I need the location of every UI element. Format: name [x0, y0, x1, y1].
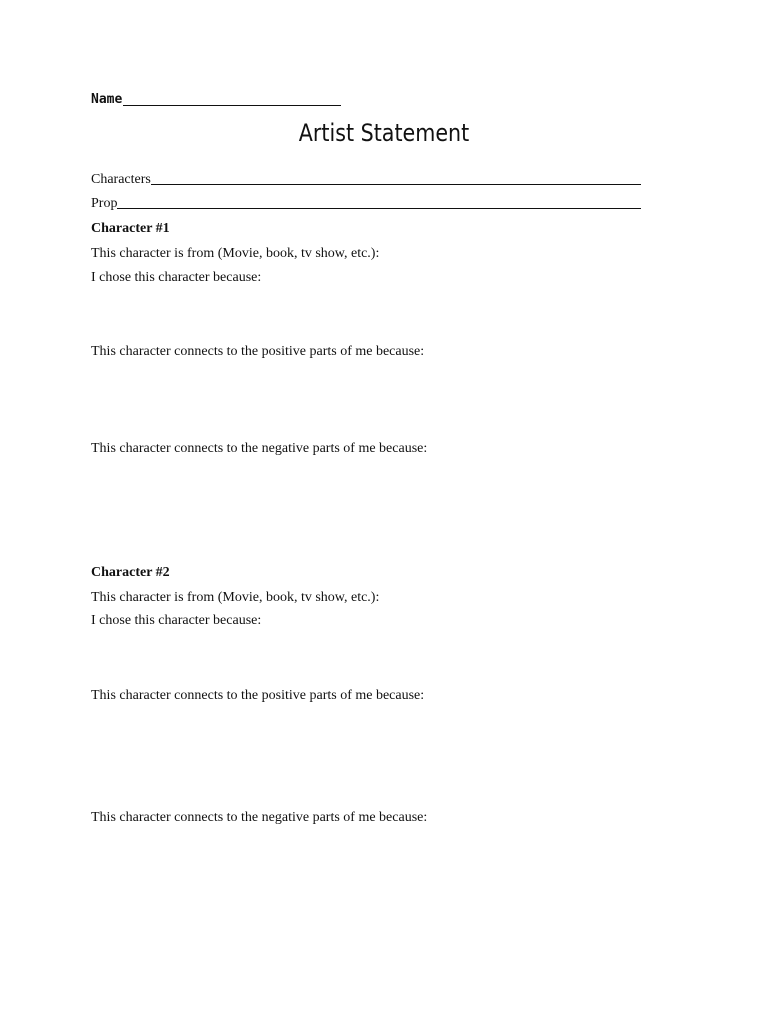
character1-chose-prompt: I chose this character because:: [91, 270, 262, 285]
name-label: Name: [91, 92, 123, 107]
character1-negative-prompt: This character connects to the negative parts of me because:: [91, 441, 428, 456]
character2-heading: Character #2: [91, 565, 170, 580]
prop-field[interactable]: [91, 196, 641, 212]
name-blank-line[interactable]: [123, 105, 341, 106]
page-title: Artist Statement: [298, 119, 470, 147]
character2-positive-prompt: This character connects to the positive parts of me because:: [91, 688, 425, 703]
character2-negative-prompt: This character connects to the negative parts of me because:: [91, 810, 428, 825]
characters-field[interactable]: [91, 172, 641, 188]
characters-label: Characters: [91, 172, 151, 187]
character1-heading: Character #1: [91, 221, 170, 236]
prop-blank-line[interactable]: [117, 208, 641, 209]
prop-label: Prop: [91, 196, 118, 211]
character2-chose-prompt: I chose this character because:: [91, 613, 262, 628]
character1-positive-prompt: This character connects to the positive parts of me because:: [91, 344, 425, 359]
characters-blank-line[interactable]: [151, 184, 641, 185]
character2-from-prompt: This character is from (Movie, book, tv show, etc.):: [91, 590, 380, 605]
character1-from-prompt: This character is from (Movie, book, tv show, etc.):: [91, 246, 380, 261]
name-field[interactable]: [91, 92, 341, 108]
